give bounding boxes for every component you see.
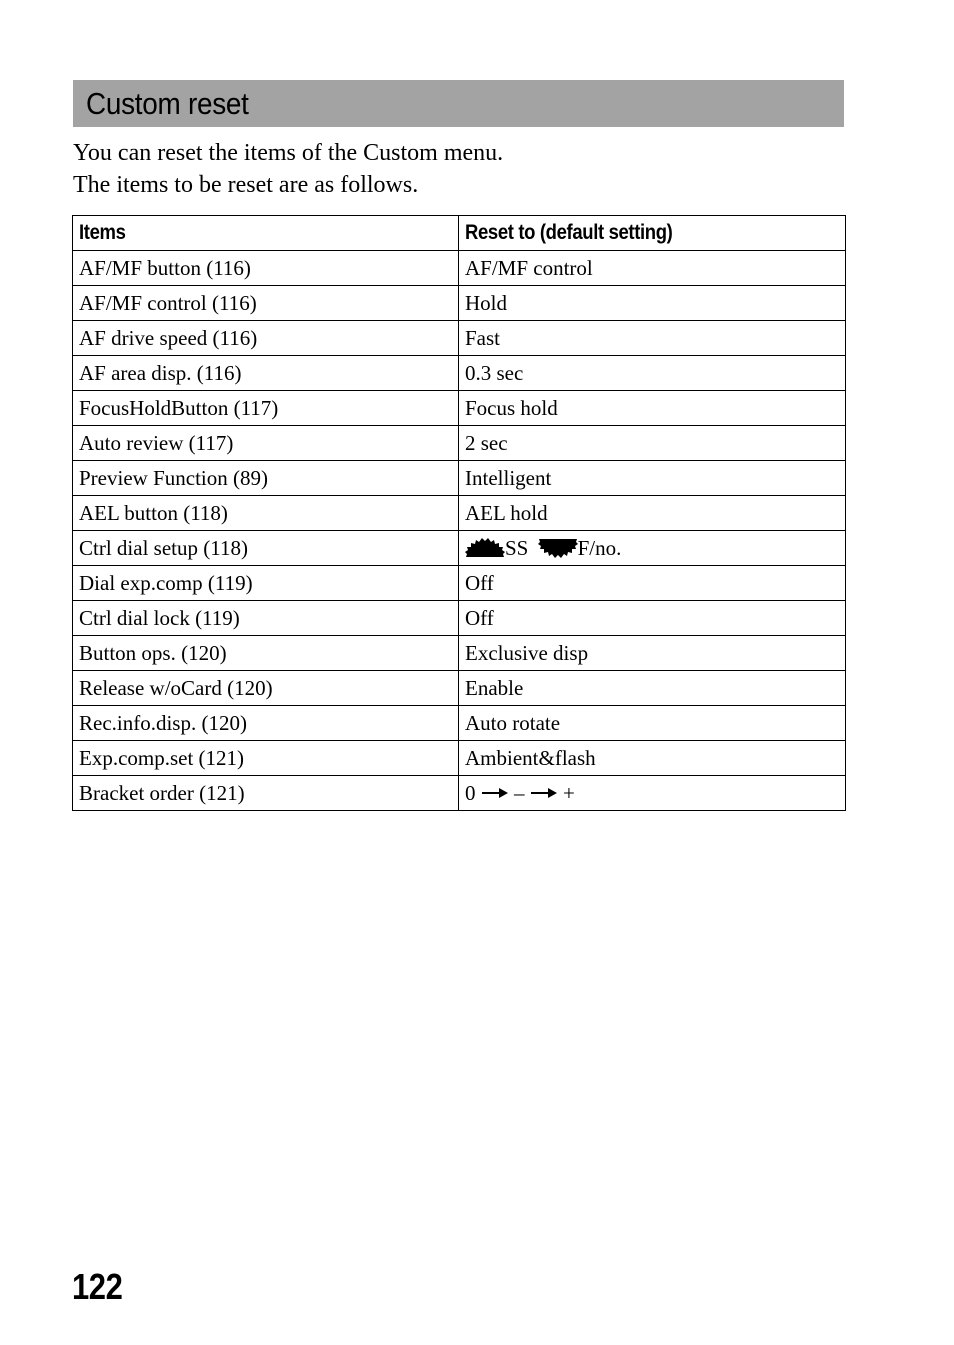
section-header [73, 80, 844, 127]
item-cell: AF/MF button (116) [73, 251, 459, 286]
value-cell: AEL hold [459, 496, 846, 531]
table-row [73, 321, 846, 356]
value-cell [459, 776, 846, 811]
table-row [73, 391, 846, 426]
right-arrow-icon [530, 787, 558, 799]
intro-text [73, 137, 844, 201]
bracket-order-first: 0 [465, 780, 476, 805]
value-cell: Ambient&flash [459, 741, 846, 776]
item-cell: Exp.comp.set (121) [73, 741, 459, 776]
table-row [73, 776, 846, 811]
value-cell: Intelligent [459, 461, 846, 496]
table-row [73, 356, 846, 391]
item-cell: FocusHoldButton (117) [73, 391, 459, 426]
header-items: Items [73, 216, 459, 251]
value-cell: 2 sec [459, 426, 846, 461]
item-cell: Button ops. (120) [73, 636, 459, 671]
item-cell: Rec.info.disp. (120) [73, 706, 459, 741]
intro-line-1: You can reset the items of the Custom menu. [73, 140, 504, 166]
item-cell: AEL button (118) [73, 496, 459, 531]
item-cell: Auto review (117) [73, 426, 459, 461]
table-row [73, 251, 846, 286]
table-row [73, 496, 846, 531]
dial-setup-first: SS [505, 535, 529, 560]
rear-control-dial-icon [538, 538, 578, 558]
item-cell: Preview Function (89) [73, 461, 459, 496]
section-title: Custom reset [86, 85, 249, 121]
bracket-order-third: + [563, 780, 575, 805]
item-cell: Ctrl dial setup (118) [73, 531, 459, 566]
value-cell: Off [459, 601, 846, 636]
value-cell: Off [459, 566, 846, 601]
value-cell: Fast [459, 321, 846, 356]
table-row [73, 671, 846, 706]
table-row [73, 531, 846, 566]
custom-reset-table [72, 215, 846, 811]
front-control-dial-icon [465, 538, 505, 558]
dial-setup-second: F/no. [577, 535, 622, 560]
item-cell: AF drive speed (116) [73, 321, 459, 356]
item-cell: Dial exp.comp (119) [73, 566, 459, 601]
intro-line-2: The items to be reset are as follows. [73, 172, 419, 198]
item-cell: Release w/oCard (120) [73, 671, 459, 706]
table-row [73, 286, 846, 321]
value-cell: Focus hold [459, 391, 846, 426]
table-row [73, 636, 846, 671]
bracket-order-second: – [514, 780, 525, 805]
table-row [73, 741, 846, 776]
value-cell: Exclusive disp [459, 636, 846, 671]
value-cell: Auto rotate [459, 706, 846, 741]
value-cell: AF/MF control [459, 251, 846, 286]
table-header-row [73, 216, 846, 251]
item-cell: Bracket order (121) [73, 776, 459, 811]
item-cell: AF area disp. (116) [73, 356, 459, 391]
table-row [73, 601, 846, 636]
value-cell [459, 531, 846, 566]
item-cell: Ctrl dial lock (119) [73, 601, 459, 636]
table-row [73, 426, 846, 461]
header-reset-to: Reset to (default setting) [459, 216, 846, 251]
table-row [73, 706, 846, 741]
table-row [73, 566, 846, 601]
table-row [73, 461, 846, 496]
item-cell: AF/MF control (116) [73, 286, 459, 321]
value-cell: Enable [459, 671, 846, 706]
value-cell: Hold [459, 286, 846, 321]
right-arrow-icon [481, 787, 509, 799]
value-cell: 0.3 sec [459, 356, 846, 391]
page-number: 122 [72, 1266, 123, 1307]
